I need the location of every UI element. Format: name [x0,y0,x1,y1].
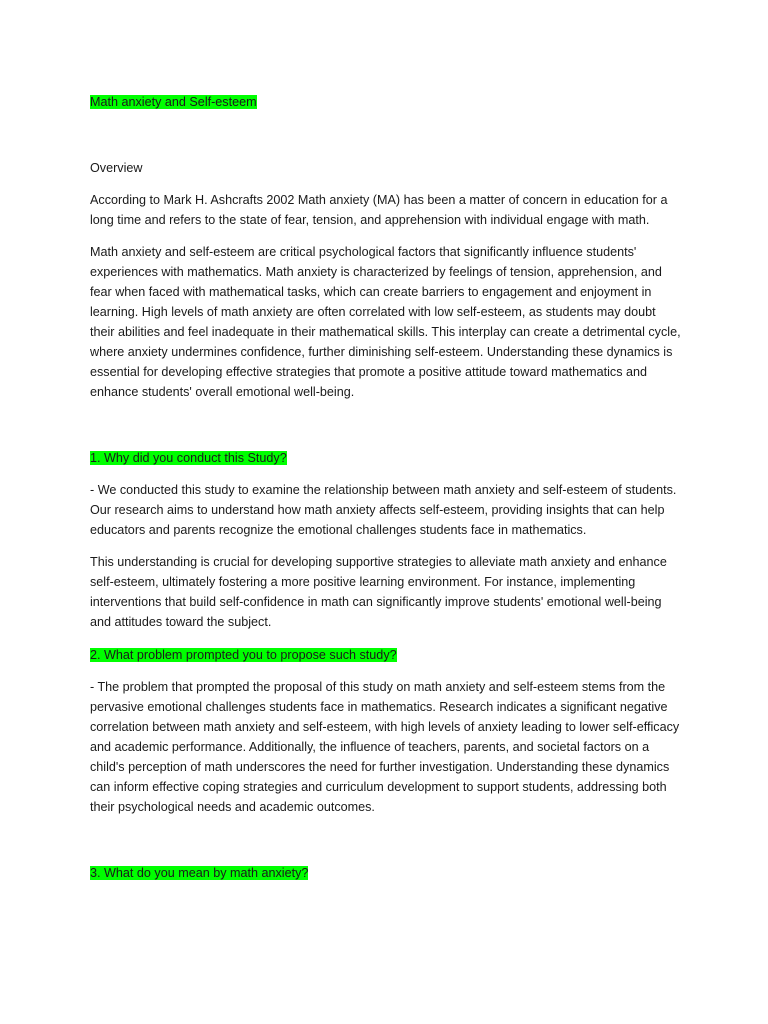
overview-paragraph-1: According to Mark H. Ashcrafts 2002 Math anxiety (MA) has been a matter of concern in education for a long time and refers to the state of fear, tension, and apprehension with individual engage with math. [90,193,668,227]
question-3-heading: 3. What do you mean by math anxiety? [90,866,309,880]
question-1-line [90,448,682,468]
document-title: Math anxiety and Self-esteem [90,95,257,109]
answer-1-paragraph-2: This understanding is crucial for developing supportive strategies to alleviate math anxiety and enhance self-esteem, ultimately fostering a more positive learning environment. For instance, implementing interventions that build self-confidence in math can significantly improve students' emotional well-being and attitudes toward the subject. [90,555,667,629]
overview-heading-line [90,158,682,178]
overview-paragraph-2: Math anxiety and self-esteem are critical psychological factors that significantly influence students' experiences with mathematics. Math anxiety is characterized by feelings of tension, apprehension, and fear when faced with mathematical tasks, which can create barriers to engagement and enjoyment in learning. High levels of math anxiety are often correlated with low self-esteem, as students may doubt their abilities and feel inadequate in their mathematical skills. This interplay can create a detrimental cycle, where anxiety undermines confidence, further diminishing self-esteem. Understanding these dynamics is essential for developing effective strategies that promote a positive attitude toward mathematics and enhance students' overall emotional well-being. [90,245,681,399]
question-2-heading: 2. What problem prompted you to propose such study? [90,648,397,662]
title-line [90,92,682,112]
answer-2-paragraph-1: - The problem that prompted the proposal of this study on math anxiety and self-esteem stems from the pervasive emotional challenges students face in mathematics. Research indicates a significant negative correlation between math anxiety and self-esteem, with high levels of anxiety leading to lower self-efficacy and academic performance. Additionally, the influence of teachers, parents, and societal factors on a child's perception of math underscores the need for further investigation. Understanding these dynamics can inform effective coping strategies and curriculum development to support students, addressing both their psychological needs and academic outcomes. [90,680,680,814]
question-3-line [90,863,682,883]
overview-heading: Overview [90,161,143,175]
question-2-line [90,645,682,665]
question-1-heading: 1. Why did you conduct this Study? [90,451,287,465]
document-page [90,92,682,883]
answer-1-paragraph-1: - We conducted this study to examine the relationship between math anxiety and self-esteem of students. Our research aims to understand how math anxiety affects self-esteem, providing insights that can help educators and parents recognize the emotional challenges students face in mathematics. [90,483,677,537]
